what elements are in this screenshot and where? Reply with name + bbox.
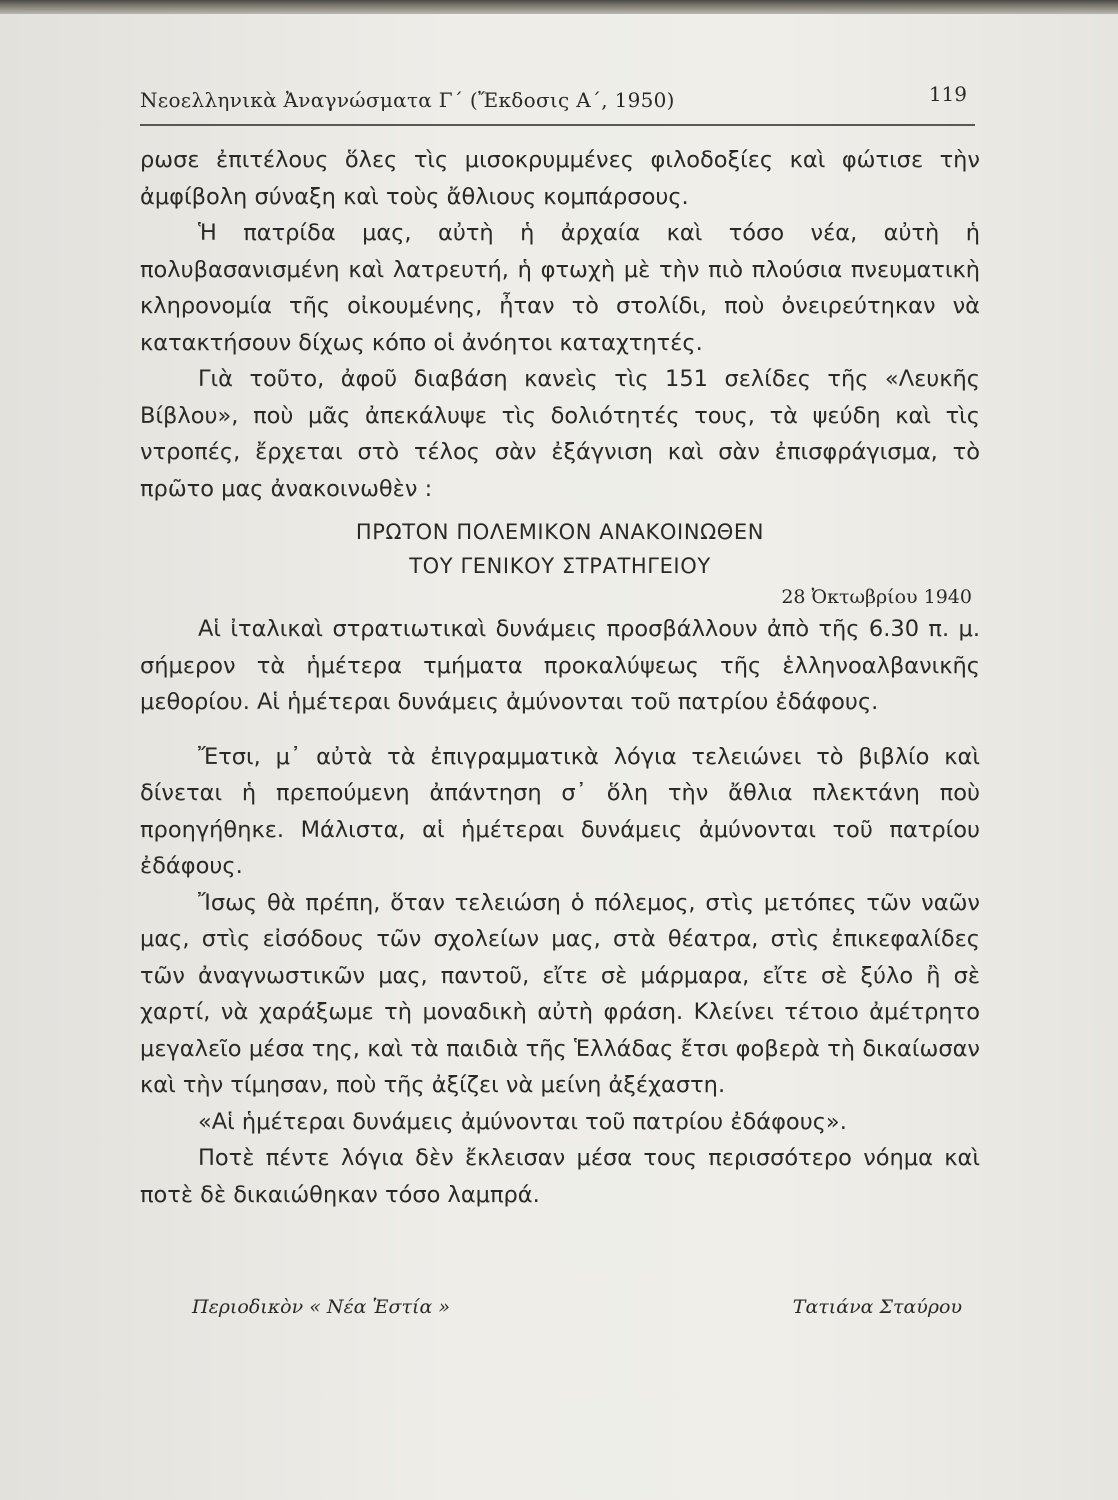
section-gap (140, 721, 980, 739)
author-name: Τατιάνα Σταύρου (792, 1296, 962, 1318)
page-number: 119 (928, 82, 967, 106)
announcement-heading-line: ΤΟΥ ΓΕΝΙΚΟΥ ΣΤΡΑΤΗΓΕΙΟΥ (409, 554, 711, 578)
header-title: Νεοελληνικὰ Ἀναγνώσματα Γ΄ (Ἔκδοσις Α΄, 1950) (140, 88, 675, 112)
paragraph: ρωσε ἐπιτέλους ὅλες τὶς μισοκρυμμένες φιλοδοξίες καὶ φώτισε τὴν ἀμφίβολη σύναξη καὶ τοὺς ἄθλιους κομπάρσους. (140, 147, 980, 210)
paragraph: Ἡ πατρίδα μας, αὐτὴ ἡ ἀρχαία καὶ τόσο νέα, αὐτὴ ἡ πολυβασανισμένη καὶ λατρευτή, ἡ φτωχὴ μὲ τὴν πιὸ πλούσια πνευματικὴ κληρονομία τῆς οἰκουμένης, ἦταν τὸ στολίδι, ποὺ ὀνειρεύτηκαν νὰ κατακτήσουν δίχως κόπο οἱ ἀνόητοι καταχτητές. (140, 220, 980, 356)
paragraph: Ποτὲ πέντε λόγια δὲν ἔκλεισαν μέσα τους περισσότερο νόημα καὶ ποτὲ δὲ δικαιώθηκαν τόσο λαμπρά. (140, 1145, 980, 1208)
announcement-heading-line: ΠΡΩΤΟΝ ΠΟΛΕΜΙΚΟΝ ΑΝΑΚΟΙΝΩΘΕΝ (355, 520, 765, 544)
quote-paragraph: «Αἱ ἡμέτεραι δυνάμεις ἀμύνονται τοῦ πατρίου ἐδάφους». (198, 1108, 847, 1135)
announcement-text: Αἱ ἰταλικαὶ στρατιωτικαὶ δυνάμεις προσβάλλουν ἀπὸ τῆς 6.30 π. μ. σήμερον τὰ ἡμέτερα τμήματα προκαλύψεως τῆς ἑλληνοαλβανικῆς μεθορίου. Αἱ ἡμέτεραι δυνάμεις ἀμύνονται τοῦ πατρίου ἐδάφους. (140, 616, 980, 715)
announcement-heading (140, 515, 980, 583)
paragraph: Γιὰ τοῦτο, ἀφοῦ διαβάση κανεὶς τὶς 151 σελίδες τῆς «Λευκῆς Βίβλου», ποὺ μᾶς ἀπεκάλυψε τὶς δολιότητές τους, τὰ ψεύδη καὶ τὶς ντροπές, ἔρχεται στὸ τέλος σὰν ἐξάγνιση καὶ σὰν ἐπισφράγισμα, τὸ πρῶτο μας ἀνακοινωθὲν : (140, 366, 980, 502)
announcement-date: 28 Ὀκτωβρίου 1940 (781, 586, 972, 608)
body-text (140, 142, 980, 1213)
source-citation: Περιοδικὸν « Νέα Ἑστία » (192, 1296, 450, 1318)
paragraph: Ἴσως θὰ πρέπη, ὅταν τελειώση ὁ πόλεμος, στὶς μετόπες τῶν ναῶν μας, στὶς εἰσόδους τῶν σχολείων μας, στὰ θέατρα, στὶς ἐπικεφαλίδες τῶν ἀναγνωστικῶν μας, παντοῦ, εἴτε σὲ μάρμαρα, εἴτε σὲ ξύλο ἢ σὲ χαρτί, νὰ χαράξωμε τὴ μοναδικὴ αὐτὴ φράση. Κλείνει τέτοιο ἀμέτρητο μεγαλεῖο μέσα της, καὶ τὰ παιδιὰ τῆς Ἑλλάδας ἔτσι φοβερὰ τὴ δικαίωσαν καὶ τὴν τίμησαν, ποὺ τῆς ἀξίζει νὰ μείνη ἀξέχαστη. (140, 889, 980, 1098)
paragraph: Ἔτσι, μ᾽ αὐτὰ τὰ ἐπιγραμματικὰ λόγια τελειώνει τὸ βιβλίο καὶ δίνεται ἡ πρεπούμενη ἀπάντηση σ᾽ ὅλη τὴν ἄθλια πλεκτάνη ποὺ προηγήθηκε. Μάλιστα, αἱ ἡμέτεραι δυνάμεις ἀμύνονται τοῦ πατρίου ἐδάφους. (140, 743, 980, 879)
page-top-edge (0, 0, 1118, 14)
running-header (140, 82, 975, 122)
footer (192, 1296, 962, 1326)
header-rule (140, 124, 975, 126)
